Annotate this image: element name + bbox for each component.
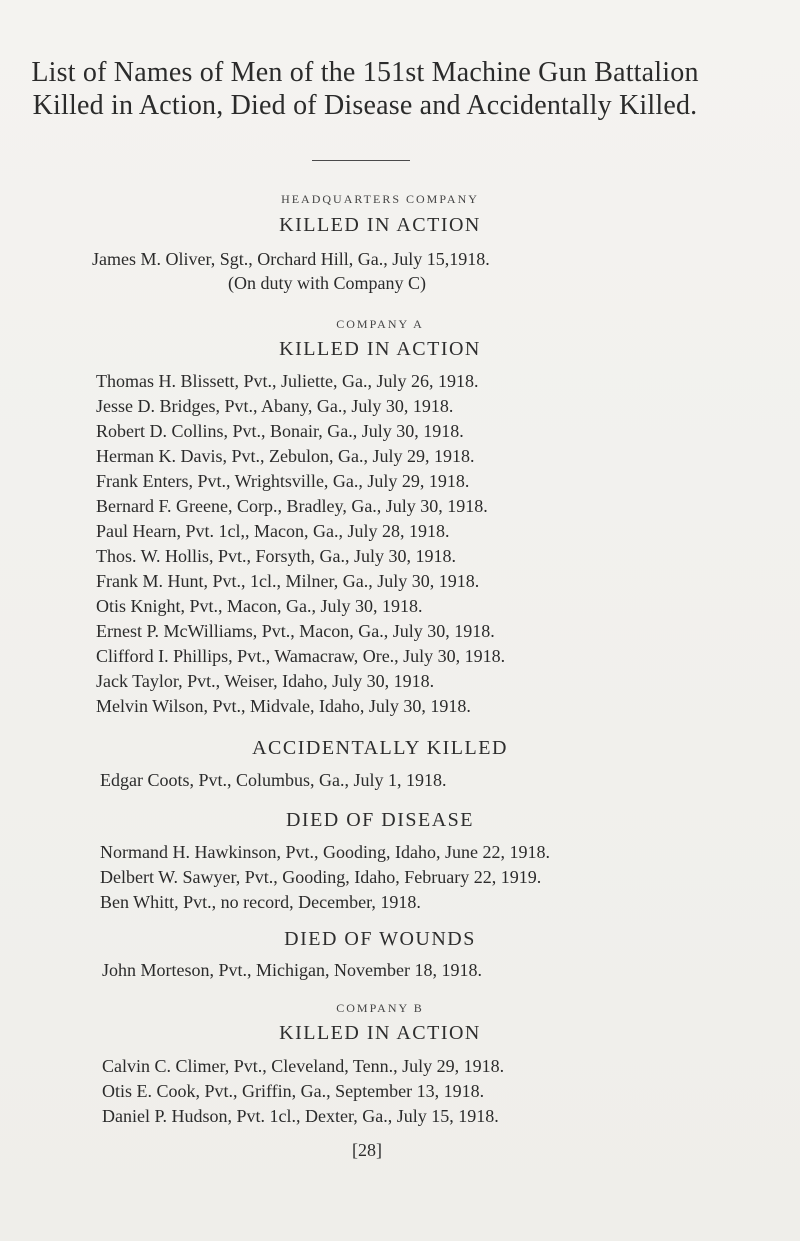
list-item: Otis E. Cook, Pvt., Griffin, Ga., September 13, 1918. xyxy=(102,1081,485,1101)
list-item: Thomas H. Blissett, Pvt., Juliette, Ga., July 26, 1918. xyxy=(96,371,479,391)
company-heading-b: COMPANY B xyxy=(336,1001,424,1015)
list-item: John Morteson, Pvt., Michigan, November 18, 1918. xyxy=(102,960,482,980)
list-item: Edgar Coots, Pvt., Columbus, Ga., July 1, 1918. xyxy=(100,770,447,790)
list-item: Bernard F. Greene, Corp., Bradley, Ga., July 30, 1918. xyxy=(96,496,488,516)
list-item: Paul Hearn, Pvt. 1cl,, Macon, Ga., July 28, 1918. xyxy=(96,521,450,541)
list-item: Ernest P. McWilliams, Pvt., Macon, Ga., July 30, 1918. xyxy=(96,621,495,641)
list-item: Calvin C. Climer, Pvt., Cleveland, Tenn., July 29, 1918. xyxy=(102,1056,505,1076)
company-heading-a: COMPANY A xyxy=(336,317,424,331)
list-item: Ben Whitt, Pvt., no record, December, 1918. xyxy=(100,892,421,912)
group-heading: KILLED IN ACTION xyxy=(279,1022,481,1044)
group-heading: ACCIDENTALLY KILLED xyxy=(252,737,508,759)
list-item: Jesse D. Bridges, Pvt., Abany, Ga., July 30, 1918. xyxy=(96,396,454,416)
group-heading: DIED OF WOUNDS xyxy=(284,928,476,950)
page-number: [28] xyxy=(352,1140,382,1160)
list-item: Thos. W. Hollis, Pvt., Forsyth, Ga., July 30, 1918. xyxy=(96,546,457,566)
list-item: Otis Knight, Pvt., Macon, Ga., July 30, 1918. xyxy=(96,596,423,616)
company-heading-headquarters: HEADQUARTERS COMPANY xyxy=(281,192,479,206)
list-item: Clifford I. Phillips, Pvt., Wamacraw, Ore., July 30, 1918. xyxy=(96,646,506,666)
list-item: Robert D. Collins, Pvt., Bonair, Ga., July 30, 1918. xyxy=(96,421,464,441)
list-item: Frank M. Hunt, Pvt., 1cl., Milner, Ga., July 30, 1918. xyxy=(96,571,480,591)
list-item: Jack Taylor, Pvt., Weiser, Idaho, July 30, 1918. xyxy=(96,671,435,691)
list-item: Herman K. Davis, Pvt., Zebulon, Ga., July 29, 1918. xyxy=(96,446,475,466)
list-item: Frank Enters, Pvt., Wrightsville, Ga., July 29, 1918. xyxy=(96,471,470,491)
list-item: James M. Oliver, Sgt., Orchard Hill, Ga., July 15,1918. xyxy=(92,249,490,269)
group-heading: KILLED IN ACTION xyxy=(279,214,481,236)
list-item: Delbert W. Sawyer, Pvt., Gooding, Idaho, February 22, 1919. xyxy=(100,867,542,887)
list-item: Normand H. Hawkinson, Pvt., Gooding, Idaho, June 22, 1918. xyxy=(100,842,550,862)
list-item-note: (On duty with Company C) xyxy=(228,273,426,293)
title-divider xyxy=(312,160,410,161)
page-title: List of Names of Men of the 151st Machine Gun Battalion Killed in Action, Died of Disease and Accidentally Killed. xyxy=(31,57,699,121)
list-item: Daniel P. Hudson, Pvt. 1cl., Dexter, Ga., July 15, 1918. xyxy=(102,1106,499,1126)
group-heading: KILLED IN ACTION xyxy=(279,338,481,360)
group-heading: DIED OF DISEASE xyxy=(285,809,475,831)
list-item: Melvin Wilson, Pvt., Midvale, Idaho, July 30, 1918. xyxy=(96,696,471,716)
